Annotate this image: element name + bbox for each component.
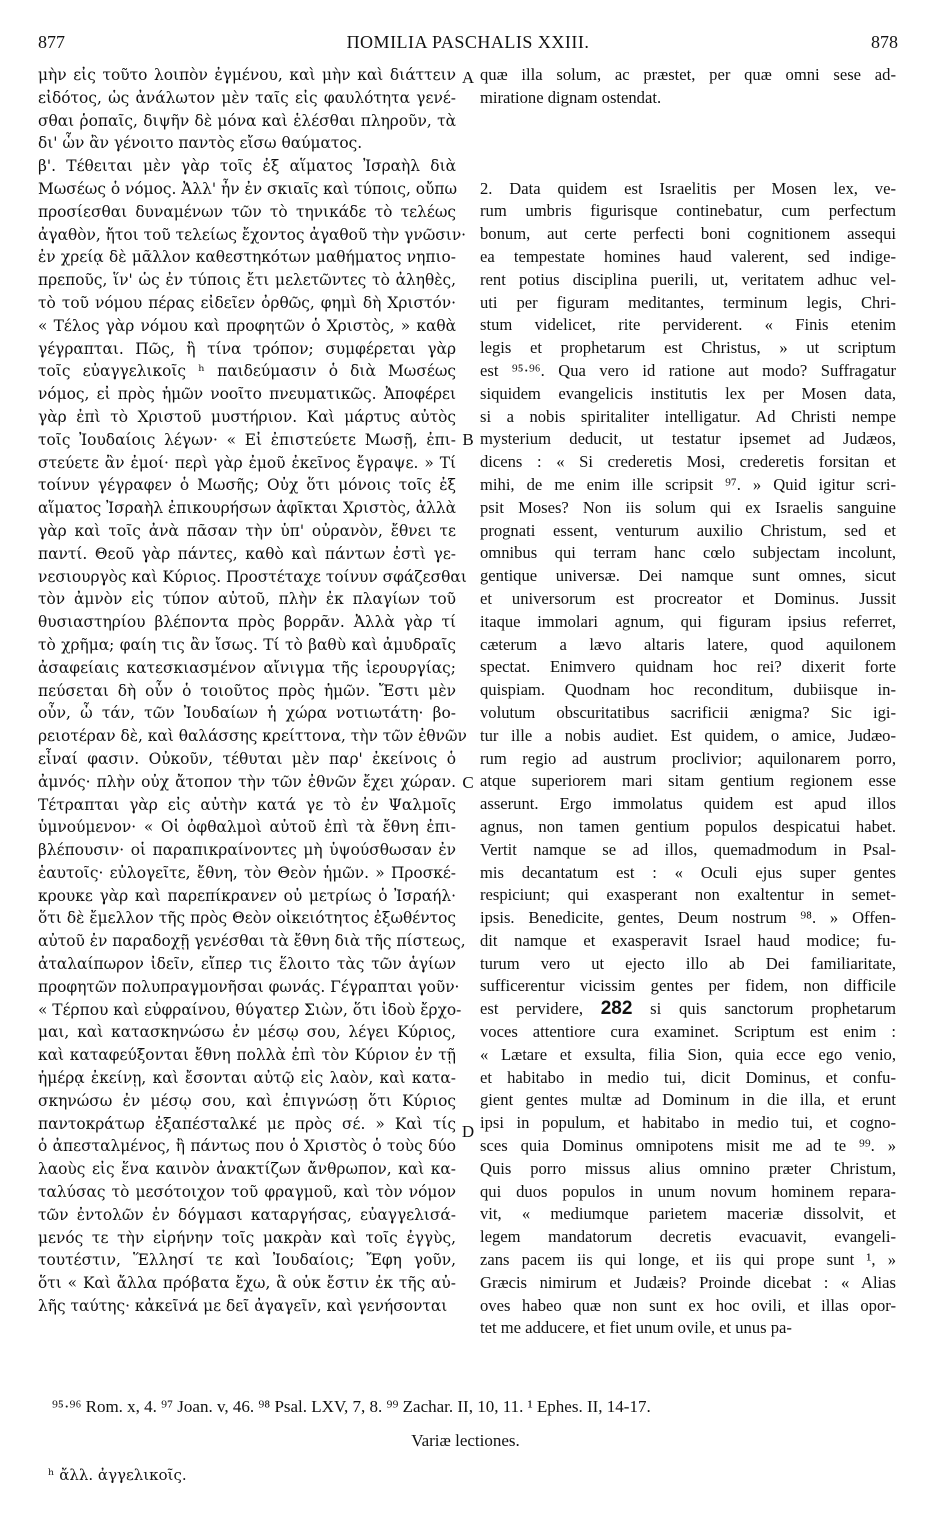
greek-line: Τέτραπται γὰρ εἰς αὐτὴν κατά γε τὸ ἐν Ψαλμοῖς [38,795,456,814]
greek-line: τουτέστιν, Ἕλλησί τε καὶ Ἰουδαίοις; Ἔφη γοῦν, [38,1251,456,1270]
latin-line: Græcis nimirum et Judæis? Proinde dicebat : « Alias [480,1272,896,1292]
greek-line: κρουκε γὰρ καὶ παρεπίκρανεν οὐ μετρίως ὁ Ἰσραήλ· [38,886,456,905]
latin-line: stum videlicet, rite perviderent. « Finis etenim [480,315,896,335]
greek-line: καὶ καταφεύξονται ἔθνη πολλὰ ἐπὶ τὸν Κύριον ἐν τῇ [38,1046,456,1065]
greek-line: προφητῶν πολυπραγμονῆσαι φωνάς. Γέγραπται γοῦν· [38,977,460,996]
latin-line: rent potius disciplina puerili, ut, veritatem adhuc vel- [480,269,896,289]
greek-line: βλέπουσιν· οἱ παραπικραίνοντες μὴ ὑψούσθωσαν ἐν [38,841,456,860]
greek-line: αὐτοῦ ἐν παραδοχῇ γενέσθαι τὰ ἔθνη διὰ τῆς πίστεως, [38,932,466,951]
variae-lectiones-heading: Variæ lectiones. [411,1431,520,1450]
left-page-number: 877 [38,32,65,52]
greek-line: ὑμνούμενον· « Οἱ ὀφθαλμοὶ αὐτοῦ ἐπὶ τὰ ἔθνη ἐπι- [38,818,456,837]
greek-line: μαι, καὶ κατασκηνώσω ἐν μέσῳ σου, λέγει Κύριος, [38,1023,456,1042]
margin-marker-a: A [461,68,475,87]
margin-marker-b: B [462,430,474,449]
latin-line: omnibus qui terram hanc cœlo subjectam incolunt, [480,543,896,563]
latin-line: respiciunt; qui exasperant non exaltentur in semet- [480,885,896,905]
greek-line: θυσιαστηρίου βλέποντα πρὸς βορρᾶν. Ἀλλὰ γὰρ τί [38,613,456,632]
greek-line: ὅτι δὲ ἔμελλον τῆς πρὸς Θεὸν οἰκειότητος ἐξωθέντος [38,909,456,928]
latin-line: oves habeo quæ non sunt ex hoc ovili, et illas opor- [480,1295,896,1315]
greek-line: μενός τε τὴν εἰρήνην τοῖς μακρὰν καὶ τοῖς ἐγγὺς, [38,1228,456,1247]
greek-line: ἡμέρᾳ ἐκείνῃ, καὶ ἔσονται αὐτῷ εἰς λαὸν, καὶ κατα- [38,1069,456,1088]
greek-line: ἀγαθὸν, ἤτοι τοῦ τελείως ἔχοντος ἀγαθοῦ τὴν γνῶσιν· [38,225,467,244]
greek-line: « Τέρπου καὶ εὐφραίνου, θύγατερ Σιὼν, ὅτι ἰδοὺ ἔρχο- [38,1000,462,1019]
greek-line: ἑαυτοῖς· εὐλογεῖτε, ἔθνη, τὸν Θεὸν ἡμῶν. » Προσκέ- [38,863,456,882]
latin-line: mihi, de me enim ille scripsit ⁹⁷. » Quid igitur scri- [480,474,896,494]
latin-line: volutum obscuritatibus sacrificii ænigma? Sic igi- [480,702,896,722]
latin-line: tur ille a nobis audiet. Est quidem, o amice, Judæo- [480,725,896,745]
greek-line: ἀταλαίπωρον ἰδεῖν, εἴπερ τις ἕλοιτο τὰς τῶν ἁγίων [38,955,456,974]
latin-line: gient gentes multæ ad Dominum in die illa, et erunt [480,1090,896,1110]
greek-line: τοίνυν γέγραφεν ὁ Μωσῆς; Οὐχ ὅτι μόνοις τοῖς ἐξ [38,476,456,495]
latin-line: rum regio ad austrum proclivior; aquilonarem porro, [480,748,896,768]
latin-line: dicens : « Si crederetis Mosi, crederetis forsitan et [480,452,896,472]
greek-line: « Τέλος γὰρ νόμου καὶ προφητῶν ὁ Χριστὸς, » καθὰ [38,316,456,335]
latin-line: asserunt. Ergo immolatus quidem est apud illos [480,794,896,814]
right-page-number: 878 [871,32,898,52]
greek-line: εἰδότος, ὡς ἀνάλωτον μὲν ταῖς εἰς φαυλότητα γενέ- [38,88,456,107]
latin-line: sces quia Dominus omnipotens misit me ad te ⁹⁹. » [480,1136,896,1156]
latin-line: itaque immolari agnum, qui figuram ipsius referret, [480,611,896,631]
latin-line: uti per figuram meditantes, terminum legis, Chri- [480,292,896,312]
latin-line: prognati essent, venturum auxilio Christum, sed et [480,520,896,540]
margin-marker-d: D [461,1122,475,1141]
latin-line: et universorum est procreator et Dominus. Jussit [480,588,896,608]
latin-line: dit namque et exasperavit Israel haud modice; fu- [480,930,896,950]
latin-line: quispiam. Quodnam hoc reconditum, dubiisque in- [480,680,896,700]
greek-line: οὖν, ὦ τάν, τῶν Ἰουδαίων ἡ χώρα νοτιωτάτη· βο- [38,704,456,723]
inline-page-number: 282 [600,998,633,1020]
greek-line: παντοκράτωρ ἐξαπέσταλκέ με πρὸς σέ. » Καὶ τίς [38,1114,456,1133]
latin-line: sufficerentur vicissim gentes per fidem, non difficile [480,976,896,996]
latin-line: est ⁹⁵·⁹⁶. Qua vero id ratione aut modo? Suffragatur [480,360,896,380]
latin-line: Quis porro missus alius omnino præter Christum, [480,1158,896,1178]
latin-line: ea tempestate homines haud valerent, sed indige- [480,246,896,266]
latin-line-part: si quis sanctorum prophetarum [650,999,896,1019]
greek-line: β'. Τέθειται μὲν γὰρ τοῖς ἐξ αἵματος Ἰσραὴλ διὰ [38,157,456,176]
greek-line: παντί. Θεοῦ γὰρ πάντες, καθὸ καὶ πάντων ἐστὶ γε- [38,544,456,563]
latin-line: psit Moses? Non iis solum qui ex Israelis sanguine [480,497,896,517]
latin-line: quæ illa solum, ac præstet, per quæ omni sese ad- [480,65,896,84]
greek-line: λῆς ταύτης· κἀκεῖνά με δεῖ ἀγαγεῖν, καὶ γενήσονται [38,1297,448,1316]
greek-line: εἶναί φασιν. Οὐκοῦν, τέθυται μὲν παρ' ἐκείνοις ὁ [38,749,456,768]
greek-line: γὰρ καὶ τοῖς ἀνὰ πᾶσαν τὴν ὑπ' οὐρανὸν, ἔθνει τε [38,521,456,540]
greek-line: τὸ τοῦ νόμου πέρας εἰδεῖεν ὀρθῶς, φημὶ δὴ Χριστόν· [38,293,456,312]
latin-line: zans pacem iis qui longe, et iis qui prope sunt ¹, » [480,1250,896,1270]
greek-line: ἐν χρείᾳ δὲ μᾶλλον καθεστηκότων μαθήματος νηπιο- [38,248,456,267]
greek-line: γὰρ ἐπὶ τὸ Χριστοῦ μυστήριον. Καὶ μάρτυς αὐτὸς [38,407,456,426]
latin-line: « Lætare et exsulta, filia Sion, quia ecce ego venio, [480,1044,896,1064]
greek-line: ρειοτέραν δὲ, καὶ θαλάσσης κρείττονα, τὴν τῶν ἐθνῶν [38,727,467,746]
greek-line: τοῖς Ἰουδαίοις λέγων· « Εἰ ἐπιστεύετε Μωσῇ, ἐπι- [38,430,456,449]
greek-line: ὅτι « Καὶ ἄλλα πρόβατα ἔχω, ἃ οὐκ ἔστιν ἐκ τῆς αὐ- [38,1274,456,1293]
greek-line: ταλύσας τὸ μεσότοιχον τοῦ φραγμοῦ, καὶ τὸν νόμον [38,1183,456,1202]
greek-line: πρεποῦς, ἵν' ὡς ἐν τύποις ἔτι μελετῶντες τὸ ἀληθὲς, [38,271,456,290]
greek-line: πεύσεται δὴ οὖν ὁ τοιοῦτος πρὸς ἡμῶν. Ἔστι μὲν [38,681,456,700]
greek-line: ὁ ἀπεσταλμένος, ἢ πάντως που ὁ Χριστὸς ὁ τοὺς δύο [38,1137,456,1156]
greek-line: σκηνώσω ἐν μέσῳ σου, καὶ ἐπιγνώσῃ ὅτι Κύριος [38,1091,456,1110]
page-header [38,32,898,56]
greek-line: δι' ὧν ἂν γένοιτο παντὸς εἴσω θαύματος. [38,134,363,153]
greek-text-column [38,64,467,1318]
greek-line: ἀσαφείαις κατεσκιασμένον αἴνιγμα τῆς ἱερουργίας; [38,658,456,677]
latin-line: ipsi in populum, et habitabo in medio tui, et cogno- [480,1113,896,1133]
greek-line: προσίεσθαι δυναμένων τῶν τὸ τηνικάδε τὸ τελέως [38,202,456,221]
margin-marker-c: C [462,773,474,792]
latin-line: legis et prophetarum est Christus, » ut scriptum [480,338,896,358]
greek-line: στεύετε ἂν ἐμοί· περὶ γὰρ ἐμοῦ ἐκεῖνος ἔγραψε. » Τί [38,453,456,472]
greek-line: γέγραπται. Πῶς, ἢ τίνα τρόπον; συμφέρεται γὰρ [38,339,456,358]
latin-line: cæterum a lævo altaris latere, quod aquilonem [480,634,896,654]
footnotes: ⁹⁵·⁹⁶ Rom. x, 4. ⁹⁷ Joan. v, 46. ⁹⁸ Psal. LXV, 7, 8. ⁹⁹ Zachar. II, 10, 11. ¹ Ephes. II, 14-17. [52,1397,651,1416]
latin-line: gentique universæ. Dei namque sunt omnes, sicut [480,566,896,586]
greek-line: νόμος, εἰ πρὸς ἡμῶν νοοῖτο πνευματικῶς. Ἀποφέρει [38,385,456,404]
greek-line: αἵματος Ἰσραὴλ ἐπικουρήσων ἀφῖκται Χριστὸς, ἀλλὰ [38,499,456,518]
latin-line: miratione dignam ostendat. [480,87,662,107]
latin-line: ipsis. Benedicite, gentes, Deum nostrum ⁹⁸. » Offen- [480,908,896,928]
latin-line: bonum, aut certe perfecti boni cognitionem assequi [480,224,896,244]
greek-line: Μωσέως ὁ νόμος. Ἀλλ' ἦν ἐν σκιαῖς καὶ τύποις, οὔπω [38,179,458,198]
latin-line: si a nobis spiritaliter intelligatur. Ad Christi nempe [480,406,896,426]
greek-line: ἀμνός· πλὴν οὐχ ἄτοπον τὴν τῶν ἐθνῶν ἔχει χώραν. [38,772,456,791]
greek-line: νεσιουργὸς καὶ Κύριος. Προστέταχε τοίνυν σφάζεσθαι [38,567,467,586]
latin-line: mysterium deducit, ut testatur ipsemet ad Judæos, [480,429,896,449]
running-title: ΠΟΜΙLIA PASCHALIS XXIII. [346,32,590,52]
latin-line: spectat. Enimvero quidnam hoc rei? dixerit forte [480,657,896,677]
greek-line: τὸ χρῆμα; φαίη τις ἂν ἴσως. Τί τὸ βαθὺ καὶ ἀμυδραῖς [38,635,456,654]
latin-line: vit, « mediumque parietem maceriæ dissolvit, et [480,1204,896,1224]
greek-line: μὴν εἰς τοῦτο λοιπὸν ἐγμένου, καὶ μὴν καὶ διάττειν [38,66,456,84]
latin-text-column [480,64,896,1340]
latin-line: turum vero ut ejecto illo ab Dei familiaritate, [480,953,896,973]
greek-line: λαοὺς εἰς ἕνα καινὸν ἀνακτίζων ἄνθρωπον, καὶ κα- [38,1160,456,1179]
greek-line: τὸν ἀμνὸν εἰς τύπον αὐτοῦ, πλὴν ἐκ πλαγίων τοῦ [38,590,456,609]
greek-line: σθαι ῥοπαῖς, διψῆν δὲ μόνα καὶ ἑλέσθαι πληροῦν, τὰ [38,111,456,130]
latin-line: legem mandatorum decretis evacuavit, evangeli- [480,1227,896,1247]
latin-line: Vertit namque se ad illos, quemadmodum in Psal- [480,839,896,859]
latin-line: siquidem evangelicis institutis lex per Mosen data, [480,383,896,403]
latin-line [480,998,896,1021]
latin-line: qui duos populos in unum novum hominem repara- [480,1181,896,1201]
latin-line: atque superiorem mari sitam gentium regionem esse [480,771,896,791]
variant-reading-note: ʰ ἄλλ. ἀγγελικοῖς. [48,1466,187,1484]
latin-line: et habitabo in medio tui, dicit Dominus, et confu- [480,1067,896,1087]
latin-line: agnus, non tamen gentium populos despicatui habet. [480,816,896,836]
latin-line: tet me adducere, et fiet unum ovile, et unus pa- [480,1318,792,1338]
latin-line: voces attentiore cura examinet. Scriptum est enim : [480,1022,896,1042]
latin-line: mis decantatum est : « Oculi ejus super gentes [480,862,896,882]
greek-line: τῶν ἐντολῶν ἐν δόγμασι καταργήσας, εὐαγγελισά- [38,1205,456,1224]
latin-line: 2. Data quidem est Israelitis per Mosen lex, ve- [480,178,896,198]
latin-line: rum umbris figurisque continebatur, cum perfectum [480,201,896,221]
latin-line-part: est pervidere, [480,999,601,1019]
greek-line: τοῖς εὐαγγελικοῖς ʰ παιδεύμασιν ὁ διὰ Μωσέως [38,362,456,381]
